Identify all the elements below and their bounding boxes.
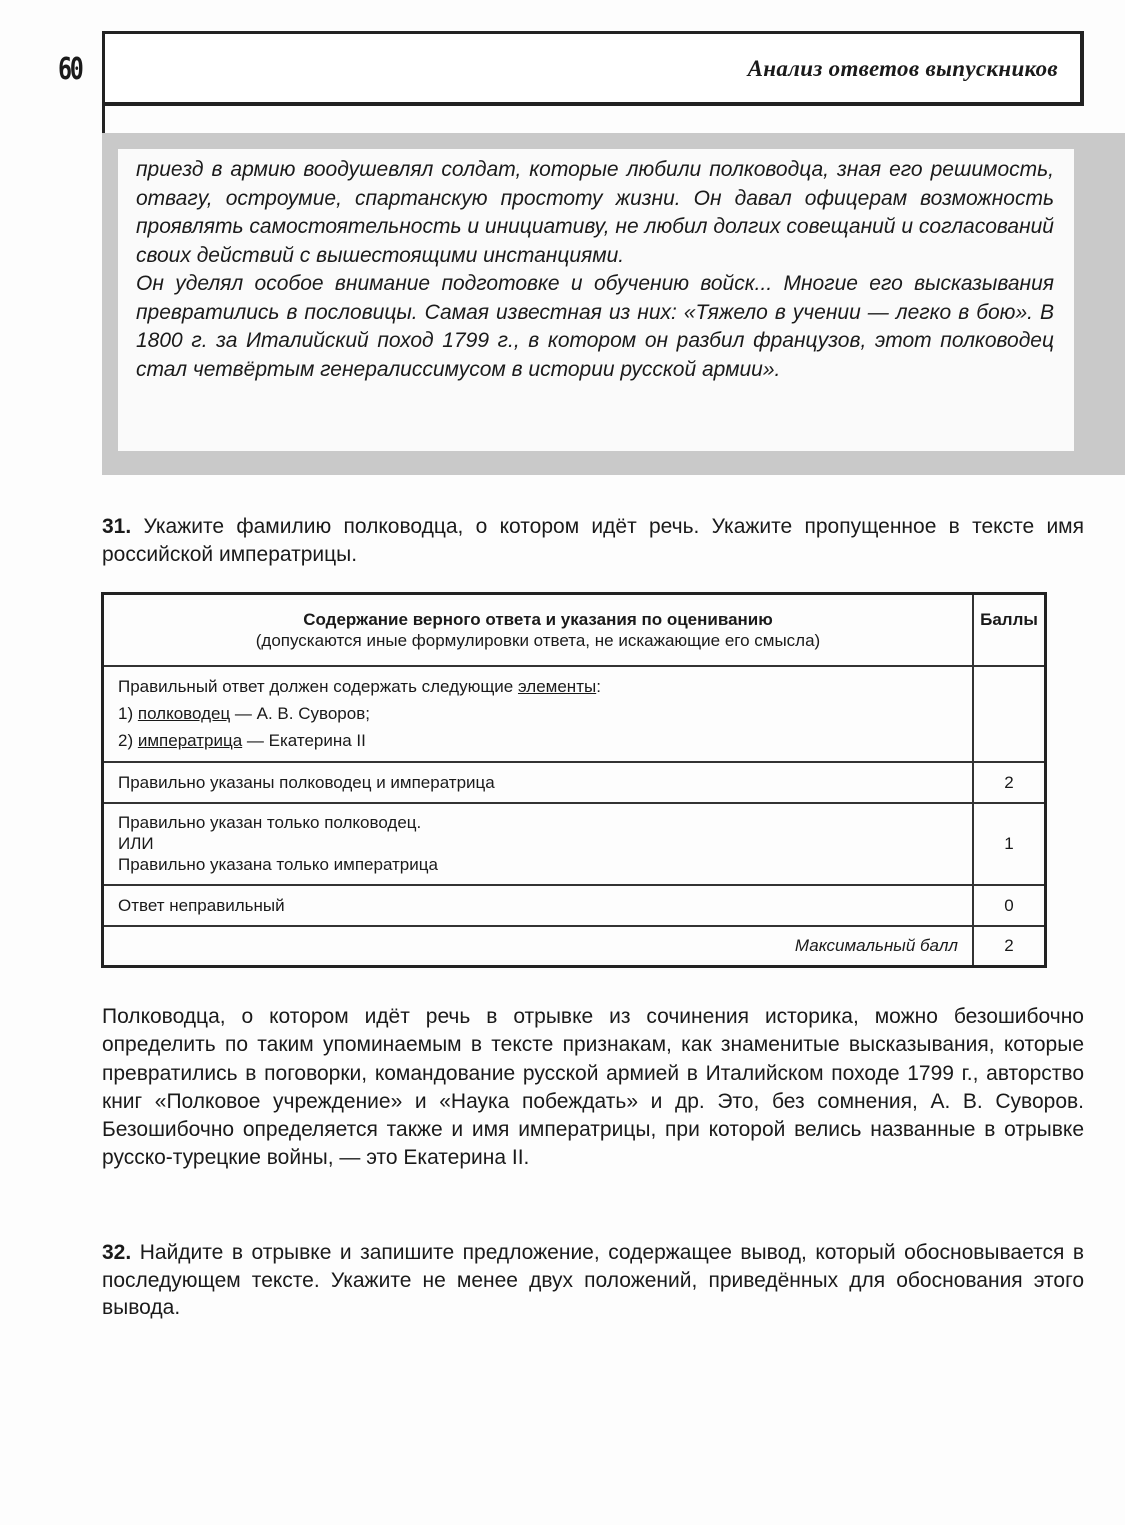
question-text: Укажите фамилию полководца, о котором идёт речь. Укажите пропущенное в тексте имя российской императрицы. [102, 515, 1084, 566]
grading-table [101, 592, 1047, 968]
item-value: — А. В. Суворов; [234, 704, 370, 723]
header-rule [102, 104, 105, 134]
criteria-cell: Правильно указаны полководец и императрица [103, 762, 974, 803]
item-number: 1) [118, 704, 134, 723]
table-row [103, 803, 1046, 885]
question-32 [102, 1239, 1084, 1322]
item-term: императрица [137, 731, 243, 750]
points-cell-empty [973, 666, 1046, 762]
criteria-cell: Ответ неправильный [103, 885, 974, 926]
max-score-row [103, 926, 1046, 967]
header-title: Анализ ответов выпускников [747, 56, 1058, 81]
max-score-value: 2 [973, 926, 1046, 967]
answer-explanation: Полководца, о котором идёт речь в отрывке из сочинения историка, можно безошибочно определить по таким упоминаемым в тексте признакам, как знаменитые высказывания, которые превратились в поговорки, командование русской армией в Италийском походе 1799 г., авторство книг «Полковое учреждение» и «Наука побеждать» и др. Это, без сомнения, А. В. Суворов. Безошибочно определяется также и имя императрицы, при которой велись названные в отрывке русско-турецкие войны, — это Екатерина II. [102, 1005, 1084, 1170]
question-number: 32. [102, 1241, 132, 1264]
table-row [103, 885, 1046, 926]
criteria-or: ИЛИ [118, 834, 154, 853]
table-row [103, 666, 1046, 762]
criteria-line: Правильно указан только полководец. [118, 813, 422, 832]
element-item-1 [118, 700, 958, 727]
element-item-2 [118, 727, 958, 754]
points-cell: 2 [973, 762, 1046, 803]
quote-paragraph-1: приезд в армию воодушевлял солдат, которые любили полководца, зная его решимость, отвагу, остроумие, спартанскую простоту жизни. Он давал офицерам возможность проявлять самостоятельность и инициативу, не любил долгих совещаний и согласований своих действий с вышестоящими инстанциями. [136, 158, 1054, 267]
elements-term: элементы [517, 677, 597, 696]
elements-colon: : [596, 677, 601, 696]
question-text: Найдите в отрывке и запишите предложение, содержащее вывод, который обосновывается в последующем тексте. Укажите не менее двух положений, приведённых для обоснования этого вывода. [102, 1241, 1084, 1319]
question-number: 31. [102, 515, 132, 538]
points-cell: 0 [973, 885, 1046, 926]
source-quote [136, 156, 1054, 384]
criteria-header-subtitle: (допускаются иные формулировки ответа, не искажающие его смысла) [255, 630, 821, 650]
item-number: 2) [118, 731, 134, 750]
table-header-row [103, 594, 1046, 666]
criteria-header-title: Содержание верного ответа и указания по оцениванию [303, 609, 773, 629]
elements-intro [118, 673, 958, 700]
running-header [102, 31, 1084, 106]
points-header: Баллы [973, 594, 1046, 666]
max-score-label: Максимальный балл [103, 926, 974, 967]
criteria-header [103, 594, 974, 666]
quote-paragraph-2: Он уделял особое внимание подготовке и обучению войск... Многие его высказывания превратились в пословицы. Самая известная из них: «Тяжело в учении — легко в бою». В 1800 г. за Италийский поход 1799 г., в котором он разбил французов, этот полководец стал четвёртым генералиссимусом в истории русской армии». [136, 272, 1054, 381]
item-value: — Екатерина II [246, 731, 366, 750]
points-cell: 1 [973, 803, 1046, 885]
criteria-cell [103, 803, 974, 885]
answer-elements-cell [103, 666, 974, 762]
elements-intro-text: Правильный ответ должен содержать следующие [118, 677, 514, 696]
item-term: полководец [137, 704, 231, 723]
question-31 [102, 513, 1084, 569]
page-number: 60 [58, 52, 82, 87]
criteria-line: Правильно указана только императрица [118, 855, 438, 874]
table-row [103, 762, 1046, 803]
